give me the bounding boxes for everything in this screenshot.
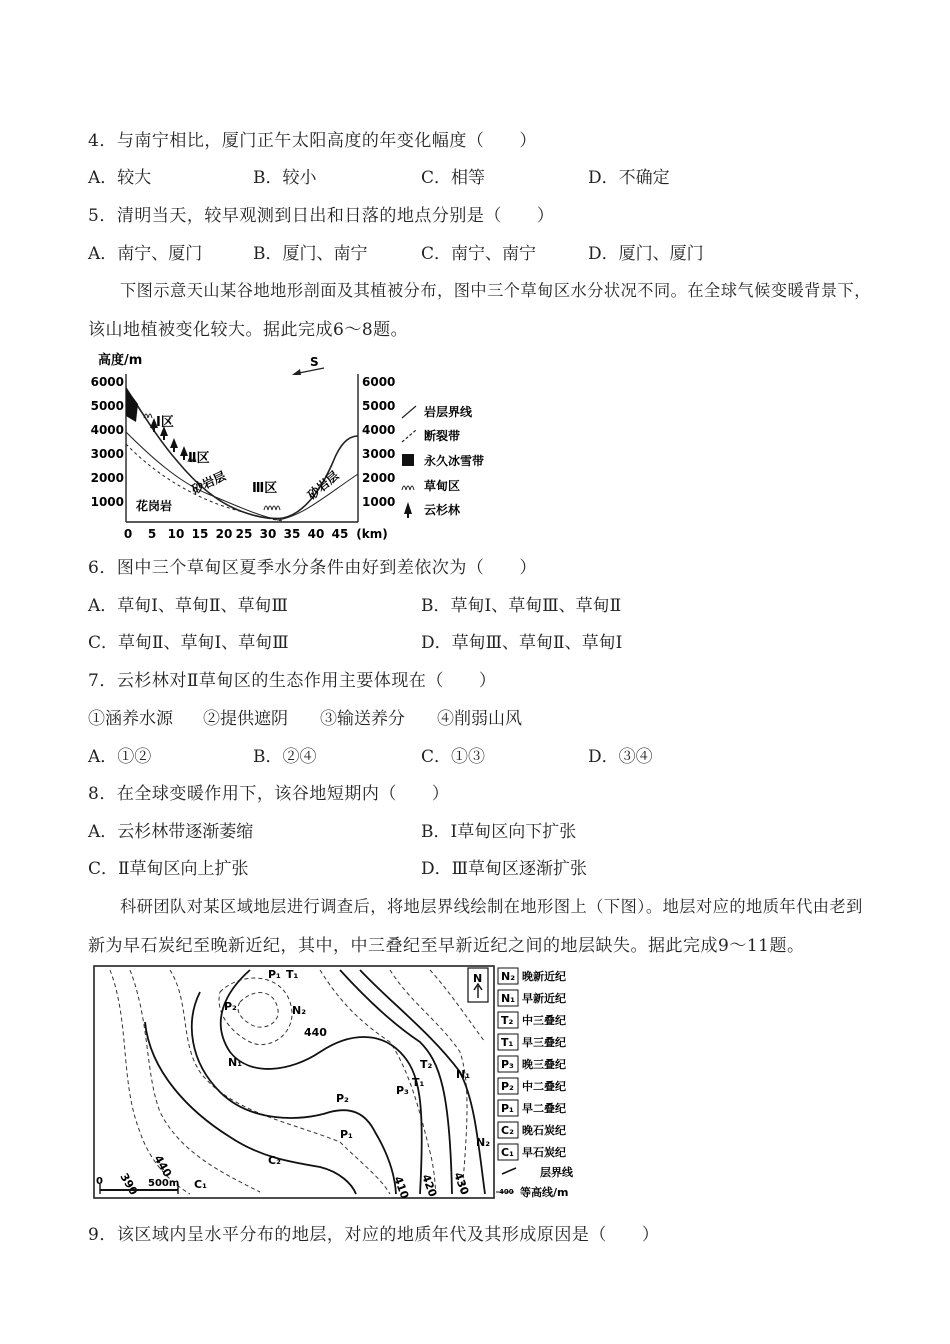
q7-option-a: A．①② bbox=[88, 747, 152, 767]
contour-label: 420 bbox=[419, 1172, 440, 1199]
legend-name: 晚三叠纪 bbox=[522, 1058, 566, 1071]
intro1-line2: 该山地植被变化较大。据此完成6～8题。 bbox=[88, 320, 409, 340]
scale-zero: 0 bbox=[96, 1176, 103, 1187]
q8-option-b: B．Ⅰ草甸区向下扩张 bbox=[421, 822, 577, 842]
fig1-ytick-left: 3000 bbox=[90, 447, 124, 461]
fig1-xtick: 45 bbox=[331, 527, 349, 541]
fig1-xtick: 5 bbox=[147, 527, 157, 541]
fig1-ytick-right: 1000 bbox=[362, 495, 396, 509]
fig1-xtick: 40 bbox=[307, 527, 325, 541]
q8-option-c: C．Ⅱ草甸区向上扩张 bbox=[88, 859, 249, 879]
fig1-ytick-left: 5000 bbox=[90, 399, 124, 413]
fig1-ytick-left: 6000 bbox=[90, 375, 124, 389]
fig1-xtick: 0 bbox=[123, 527, 133, 541]
legend-code: C₁ bbox=[501, 1146, 514, 1159]
geologic-map-figure bbox=[90, 962, 590, 1202]
q6-stem: 6．图中三个草甸区夏季水分条件由好到差依次为（ ） bbox=[88, 558, 537, 578]
q7-item-2: ②提供遮阴 bbox=[203, 709, 288, 729]
map-label: N₂ bbox=[292, 1004, 307, 1017]
fig1-legend-meadow: 草甸区 bbox=[424, 479, 461, 493]
legend-name: 等高线/m bbox=[520, 1186, 569, 1199]
legend-code: N₁ bbox=[501, 992, 516, 1005]
map-label: T₁ bbox=[286, 968, 299, 981]
fig1-ytick-right: 5000 bbox=[362, 399, 396, 413]
legend-code: P₁ bbox=[501, 1102, 514, 1115]
fig1-zone1: Ⅰ区 bbox=[156, 415, 174, 430]
fig1-xunit: (km) bbox=[356, 527, 388, 541]
q6-option-a: A．草甸Ⅰ、草甸Ⅱ、草甸Ⅲ bbox=[88, 596, 288, 616]
q7-option-d: D．③④ bbox=[588, 747, 653, 767]
legend-code: T₂ bbox=[501, 1014, 514, 1027]
fig1-zone2: Ⅱ区 bbox=[188, 451, 210, 466]
q7-option-c: C．①③ bbox=[421, 747, 486, 767]
fig1-legend-fault: 断裂带 bbox=[424, 429, 461, 443]
legend-code: P₃ bbox=[501, 1058, 514, 1071]
fig1-granite: 花岗岩 bbox=[136, 499, 173, 513]
legend-code: P₂ bbox=[501, 1080, 514, 1093]
legend-name: 早三叠纪 bbox=[522, 1036, 566, 1049]
fig1-legend-spruce: 云杉林 bbox=[424, 503, 461, 517]
fig1-ytick-right: 6000 bbox=[362, 375, 396, 389]
q4-option-a: A．较大 bbox=[88, 168, 152, 188]
q7-item-1: ①涵养水源 bbox=[88, 709, 173, 729]
map-label: P₁ bbox=[268, 968, 281, 981]
q5-stem: 5．清明当天，较早观测到日出和日落的地点分别是（ ） bbox=[88, 206, 555, 226]
legend-name: 中二叠纪 bbox=[522, 1080, 566, 1093]
q7-item-3: ③输送养分 bbox=[320, 709, 405, 729]
legend-code: N₂ bbox=[501, 970, 516, 983]
q7-option-b: B．②④ bbox=[253, 747, 317, 767]
q7-item-4: ④削弱山风 bbox=[437, 709, 522, 729]
map-label: N₂ bbox=[476, 1136, 491, 1149]
q7-stem: 7．云杉林对Ⅱ草甸区的生态作用主要体现在（ ） bbox=[88, 671, 497, 691]
fig1-legend-rock-boundary: 岩层界线 bbox=[424, 405, 473, 419]
contour-label: 410 bbox=[391, 1174, 412, 1201]
q6-option-b: B．草甸Ⅰ、草甸Ⅲ、草甸Ⅱ bbox=[421, 596, 622, 616]
legend-name: 晚新近纪 bbox=[522, 970, 566, 983]
fig1-xtick: 25 bbox=[235, 527, 253, 541]
fig1-sandstone-left: 砂岩层 bbox=[189, 468, 228, 497]
q6-option-d: D．草甸Ⅲ、草甸Ⅱ、草甸Ⅰ bbox=[421, 633, 623, 653]
fig1-zone3: Ⅲ区 bbox=[252, 481, 278, 496]
fig1-xtick: 10 bbox=[167, 527, 185, 541]
fig1-ytick-right: 3000 bbox=[362, 447, 396, 461]
contour-label: 440 bbox=[304, 1026, 327, 1039]
north-label: N bbox=[473, 972, 483, 985]
intro2-line1: 科研团队对某区域地层进行调查后，将地层界线绘制在地形图上（下图）。地层对应的地质年代由老到 bbox=[120, 897, 863, 916]
q8-option-d: D．Ⅲ草甸区逐渐扩张 bbox=[421, 859, 588, 879]
map-label: P₃ bbox=[396, 1084, 409, 1097]
q5-option-c: C．南宁、南宁 bbox=[421, 244, 537, 264]
map-label: C₁ bbox=[194, 1178, 207, 1191]
q8-option-a: A．云杉林带逐渐萎缩 bbox=[88, 822, 254, 842]
q9-stem: 9．该区域内呈水平分布的地层，对应的地质年代及其形成原因是（ ） bbox=[88, 1225, 660, 1245]
q4-option-c: C．相等 bbox=[421, 168, 486, 188]
fig1-xtick: 15 bbox=[191, 527, 209, 541]
q5-option-d: D．厦门、厦门 bbox=[588, 244, 704, 264]
map-label: N₁ bbox=[228, 1056, 243, 1069]
intro2-line2: 新为早石炭纪至晚新近纪，其中，中三叠纪至早新近纪之间的地层缺失。据此完成9～11题。 bbox=[88, 936, 805, 956]
fig1-ytick-left: 2000 bbox=[90, 471, 124, 485]
q8-stem: 8．在全球变暖作用下，该谷地短期内（ ） bbox=[88, 784, 450, 804]
scale-label: 500m bbox=[148, 1178, 180, 1189]
legend-name: 层界线 bbox=[540, 1166, 573, 1179]
fig1-direction: S bbox=[310, 355, 319, 369]
legend-name: 中三叠纪 bbox=[522, 1014, 566, 1027]
map-label: P₂ bbox=[224, 1000, 237, 1013]
fig1-ylabel: 高度/m bbox=[98, 353, 143, 368]
map-label: C₂ bbox=[268, 1154, 281, 1167]
q5-option-a: A．南宁、厦门 bbox=[88, 244, 203, 264]
legend-code: T₁ bbox=[501, 1036, 514, 1049]
map-label: P₂ bbox=[336, 1092, 349, 1105]
fig1-ytick-right: 2000 bbox=[362, 471, 396, 485]
contour-label: 390 bbox=[117, 1171, 141, 1198]
q4-stem: 4．与南宁相比，厦门正午太阳高度的年变化幅度（ ） bbox=[88, 131, 537, 151]
map-label: T₂ bbox=[420, 1058, 433, 1071]
legend-contour-sample: 400 bbox=[499, 1188, 514, 1196]
fig1-ytick-left: 4000 bbox=[90, 423, 124, 437]
map-label: P₁ bbox=[340, 1128, 353, 1141]
fig1-ytick-right: 4000 bbox=[362, 423, 396, 437]
legend-name: 早二叠纪 bbox=[522, 1102, 566, 1115]
fig1-xtick: 20 bbox=[215, 527, 233, 541]
legend-name: 早新近纪 bbox=[522, 992, 566, 1005]
valley-profile-figure bbox=[88, 344, 493, 544]
fig1-ytick-left: 1000 bbox=[90, 495, 124, 509]
contour-label: 430 bbox=[451, 1170, 472, 1197]
intro1-line1: 下图示意天山某谷地地形剖面及其植被分布，图中三个草甸区水分状况不同。在全球气候变暖背景下， bbox=[120, 281, 871, 300]
fig1-xtick: 30 bbox=[259, 527, 277, 541]
map-label: N₁ bbox=[456, 1068, 471, 1081]
q6-option-c: C．草甸Ⅱ、草甸Ⅰ、草甸Ⅲ bbox=[88, 633, 289, 653]
q4-option-d: D．不确定 bbox=[588, 168, 670, 188]
contour-label: 440 bbox=[151, 1153, 175, 1180]
fig1-xtick: 35 bbox=[283, 527, 301, 541]
legend-name: 早石炭纪 bbox=[522, 1146, 566, 1159]
fig1-legend-snow: 永久冰雪带 bbox=[424, 454, 485, 468]
fig1-sandstone-right: 砂岩层 bbox=[304, 468, 342, 503]
q5-option-b: B．厦门、南宁 bbox=[253, 244, 368, 264]
legend-name: 晚石炭纪 bbox=[522, 1124, 566, 1137]
map-label: T₁ bbox=[412, 1076, 425, 1089]
q4-option-b: B．较小 bbox=[253, 168, 317, 188]
legend-code: C₂ bbox=[501, 1124, 514, 1137]
